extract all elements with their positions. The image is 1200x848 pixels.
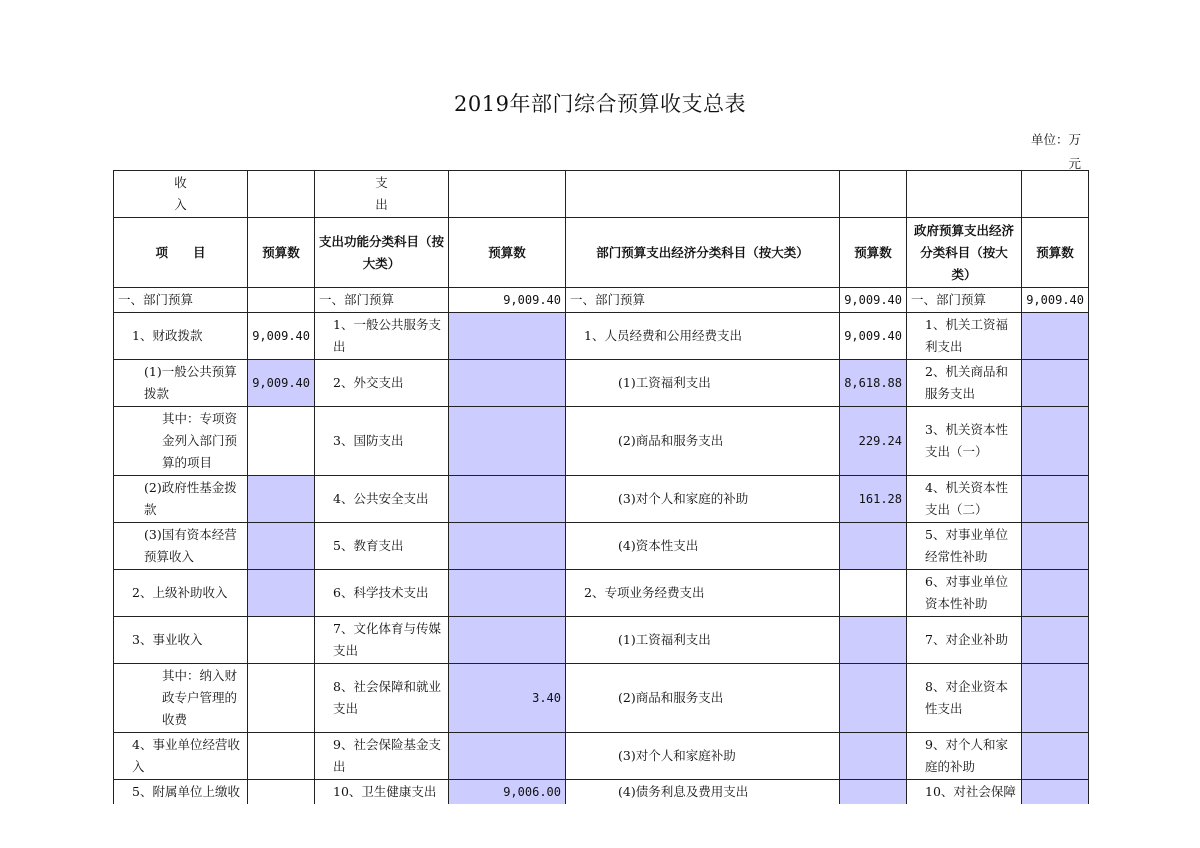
dept-econ-item: (2)商品和服务支出	[566, 664, 840, 733]
income-budget: 9,009.40	[248, 360, 315, 407]
dept-econ-item: 1、人员经费和公用经费支出	[566, 313, 840, 360]
gov-econ-item: 9、对个人和家庭的补助	[907, 733, 1022, 780]
gov-econ-item: 2、机关商品和服务支出	[907, 360, 1022, 407]
dept-econ-budget: 161.28	[840, 476, 907, 523]
dept-econ-budget: 9,009.40	[840, 288, 907, 313]
func-budget	[449, 733, 566, 780]
table-row	[114, 360, 1089, 407]
func-item: 1、一般公共服务支出	[315, 313, 449, 360]
income-budget	[248, 664, 315, 733]
func-budget: 9,009.40	[449, 288, 566, 313]
func-item: 5、教育支出	[315, 523, 449, 570]
table-row	[114, 617, 1089, 664]
func-budget	[449, 313, 566, 360]
table-row	[114, 523, 1089, 570]
expense-group-header: 支 出	[315, 171, 449, 218]
dept-econ-item: (2)商品和服务支出	[566, 407, 840, 476]
dept-econ-item: 一、部门预算	[566, 288, 840, 313]
budget-table	[113, 170, 1089, 804]
gov-econ-budget	[1022, 313, 1089, 360]
income-item: 其中：纳入财政专户管理的收费	[114, 664, 248, 733]
income-budget: 9,009.40	[248, 313, 315, 360]
dept-econ-item: (3)对个人和家庭补助	[566, 733, 840, 780]
col-header-dept-econ: 部门预算支出经济分类科目（按大类）	[566, 218, 840, 288]
gov-econ-budget	[1022, 664, 1089, 733]
income-budget	[248, 617, 315, 664]
func-item: 4、公共安全支出	[315, 476, 449, 523]
income-item: 5、附属单位上缴收	[114, 780, 248, 805]
col-header-budget-4: 预算数	[1022, 218, 1089, 288]
dept-econ-budget: 9,009.40	[840, 313, 907, 360]
unit-label-line2: 元	[1068, 156, 1081, 171]
gov-econ-item: 3、机关资本性支出（一）	[907, 407, 1022, 476]
func-item: 一、部门预算	[315, 288, 449, 313]
func-budget	[449, 570, 566, 617]
income-item: 其中：专项资金列入部门预算的项目	[114, 407, 248, 476]
func-item: 7、文化体育与传媒支出	[315, 617, 449, 664]
gov-econ-budget	[1022, 617, 1089, 664]
func-budget	[449, 617, 566, 664]
col-header-item: 项 目	[114, 218, 248, 288]
dept-econ-budget	[840, 780, 907, 805]
gov-econ-item: 7、对企业补助	[907, 617, 1022, 664]
table-row	[114, 288, 1089, 313]
gov-econ-item: 10、对社会保障	[907, 780, 1022, 805]
gov-econ-item: 1、机关工资福利支出	[907, 313, 1022, 360]
income-group-header: 收 入	[114, 171, 248, 218]
func-item: 9、社会保险基金支出	[315, 733, 449, 780]
dept-econ-budget	[840, 617, 907, 664]
dept-econ-item: 2、专项业务经费支出	[566, 570, 840, 617]
dept-econ-item: (1)工资福利支出	[566, 360, 840, 407]
dept-econ-item: (4)资本性支出	[566, 523, 840, 570]
gov-econ-budget	[1022, 780, 1089, 805]
income-item: 4、事业单位经营收入	[114, 733, 248, 780]
func-budget	[449, 523, 566, 570]
dept-econ-item: (1)工资福利支出	[566, 617, 840, 664]
func-budget: 3.40	[449, 664, 566, 733]
func-item: 2、外交支出	[315, 360, 449, 407]
table-row	[114, 407, 1089, 476]
gov-econ-budget	[1022, 523, 1089, 570]
col-header-budget-3: 预算数	[840, 218, 907, 288]
income-budget	[248, 523, 315, 570]
gov-econ-item: 6、对事业单位资本性补助	[907, 570, 1022, 617]
group-header-row	[114, 171, 1089, 218]
dept-econ-budget: 229.24	[840, 407, 907, 476]
gov-econ-budget	[1022, 476, 1089, 523]
func-item: 3、国防支出	[315, 407, 449, 476]
func-budget: 9,006.00	[449, 780, 566, 805]
income-item: (1)一般公共预算拨款	[114, 360, 248, 407]
gov-econ-budget	[1022, 360, 1089, 407]
income-item: (3)国有资本经营预算收入	[114, 523, 248, 570]
table-row	[114, 780, 1089, 805]
table-row	[114, 476, 1089, 523]
income-budget	[248, 407, 315, 476]
gov-econ-item: 5、对事业单位经常性补助	[907, 523, 1022, 570]
func-item: 8、社会保障和就业支出	[315, 664, 449, 733]
income-budget	[248, 733, 315, 780]
func-budget	[449, 407, 566, 476]
dept-econ-item: (3)对个人和家庭的补助	[566, 476, 840, 523]
table-row	[114, 733, 1089, 780]
gov-econ-budget	[1022, 733, 1089, 780]
func-budget	[449, 360, 566, 407]
dept-econ-budget	[840, 523, 907, 570]
gov-econ-item: 4、机关资本性支出（二）	[907, 476, 1022, 523]
column-header-row	[114, 218, 1089, 288]
table-row	[114, 664, 1089, 733]
func-item: 10、卫生健康支出	[315, 780, 449, 805]
dept-econ-budget	[840, 733, 907, 780]
income-item: 2、上级补助收入	[114, 570, 248, 617]
dept-econ-budget	[840, 664, 907, 733]
unit-label-line1: 单位：万	[1030, 132, 1081, 147]
income-budget	[248, 570, 315, 617]
gov-econ-item: 8、对企业资本性支出	[907, 664, 1022, 733]
gov-econ-budget	[1022, 570, 1089, 617]
col-header-func-class: 支出功能分类科目（按大类）	[315, 218, 449, 288]
col-header-budget-2: 预算数	[449, 218, 566, 288]
table-row	[114, 570, 1089, 617]
income-budget	[248, 476, 315, 523]
col-header-gov-econ: 政府预算支出经济分类科目（按大类）	[907, 218, 1022, 288]
income-item: (2)政府性基金拨款	[114, 476, 248, 523]
income-budget	[248, 288, 315, 313]
gov-econ-budget	[1022, 407, 1089, 476]
dept-econ-item: (4)债务利息及费用支出	[566, 780, 840, 805]
income-item: 1、财政拨款	[114, 313, 248, 360]
income-item: 一、部门预算	[114, 288, 248, 313]
dept-econ-budget	[840, 570, 907, 617]
income-budget	[248, 780, 315, 805]
col-header-budget-1: 预算数	[248, 218, 315, 288]
page-title: 2019年部门综合预算收支总表	[454, 92, 746, 116]
gov-econ-budget: 9,009.40	[1022, 288, 1089, 313]
income-item: 3、事业收入	[114, 617, 248, 664]
func-budget	[449, 476, 566, 523]
gov-econ-item: 一、部门预算	[907, 288, 1022, 313]
dept-econ-budget: 8,618.88	[840, 360, 907, 407]
unit-label	[1021, 128, 1081, 176]
func-item: 6、科学技术支出	[315, 570, 449, 617]
table-row	[114, 313, 1089, 360]
